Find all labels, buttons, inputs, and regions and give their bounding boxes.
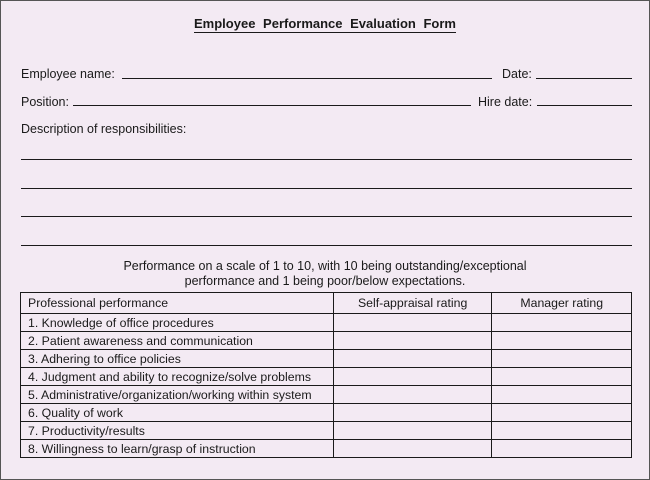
hire-date-label: Hire date: bbox=[478, 95, 533, 109]
table-row bbox=[21, 422, 632, 440]
date-line[interactable] bbox=[536, 78, 632, 79]
table-header-row bbox=[21, 293, 632, 314]
manager-rating-cell[interactable] bbox=[492, 404, 632, 422]
responsibilities-line-3[interactable] bbox=[21, 216, 632, 217]
criterion-label: 6. Quality of work bbox=[21, 404, 334, 422]
hire-date-line[interactable] bbox=[537, 105, 632, 106]
manager-rating-cell[interactable] bbox=[492, 332, 632, 350]
table-row bbox=[21, 332, 632, 350]
manager-rating-cell[interactable] bbox=[492, 368, 632, 386]
manager-rating-cell[interactable] bbox=[492, 314, 632, 332]
self-rating-cell[interactable] bbox=[333, 368, 492, 386]
responsibilities-line-2[interactable] bbox=[21, 188, 632, 189]
criterion-label: 1. Knowledge of office procedures bbox=[21, 314, 334, 332]
employee-name-label: Employee name: bbox=[21, 67, 115, 81]
table-row bbox=[21, 386, 632, 404]
manager-rating-cell[interactable] bbox=[492, 386, 632, 404]
form-title-text: Employee Performance Evaluation Form bbox=[194, 16, 456, 31]
criterion-label: 4. Judgment and ability to recognize/solve problems bbox=[21, 368, 334, 386]
table-row bbox=[21, 404, 632, 422]
header-professional-performance: Professional performance bbox=[21, 293, 334, 314]
manager-rating-cell[interactable] bbox=[492, 422, 632, 440]
header-self-appraisal-rating: Self-appraisal rating bbox=[333, 293, 492, 314]
self-rating-cell[interactable] bbox=[333, 404, 492, 422]
table-row bbox=[21, 368, 632, 386]
form-title bbox=[1, 16, 649, 31]
self-rating-cell[interactable] bbox=[333, 440, 492, 458]
self-rating-cell[interactable] bbox=[333, 386, 492, 404]
responsibilities-label: Description of responsibilities: bbox=[21, 122, 187, 136]
position-label: Position: bbox=[21, 95, 69, 109]
criterion-label: 5. Administrative/organization/working within system bbox=[21, 386, 334, 404]
performance-table bbox=[20, 292, 632, 458]
position-line[interactable] bbox=[73, 105, 471, 106]
self-rating-cell[interactable] bbox=[333, 422, 492, 440]
manager-rating-cell[interactable] bbox=[492, 350, 632, 368]
responsibilities-line-1[interactable] bbox=[21, 159, 632, 160]
scale-note-line-2: performance and 1 being poor/below expectations. bbox=[184, 274, 466, 288]
table-row bbox=[21, 350, 632, 368]
header-manager-rating: Manager rating bbox=[492, 293, 632, 314]
criterion-label: 7. Productivity/results bbox=[21, 422, 334, 440]
self-rating-cell[interactable] bbox=[333, 332, 492, 350]
criterion-label: 8. Willingness to learn/grasp of instruction bbox=[21, 440, 334, 458]
date-label: Date: bbox=[502, 67, 532, 81]
table-row bbox=[21, 440, 632, 458]
manager-rating-cell[interactable] bbox=[492, 440, 632, 458]
scale-note-line-1: Performance on a scale of 1 to 10, with 10 being outstanding/exceptional bbox=[123, 259, 527, 273]
self-rating-cell[interactable] bbox=[333, 350, 492, 368]
scale-note bbox=[1, 259, 649, 289]
responsibilities-line-4[interactable] bbox=[21, 245, 632, 246]
criterion-label: 3. Adhering to office policies bbox=[21, 350, 334, 368]
criterion-label: 2. Patient awareness and communication bbox=[21, 332, 334, 350]
table-row bbox=[21, 314, 632, 332]
self-rating-cell[interactable] bbox=[333, 314, 492, 332]
employee-name-line[interactable] bbox=[122, 78, 492, 79]
